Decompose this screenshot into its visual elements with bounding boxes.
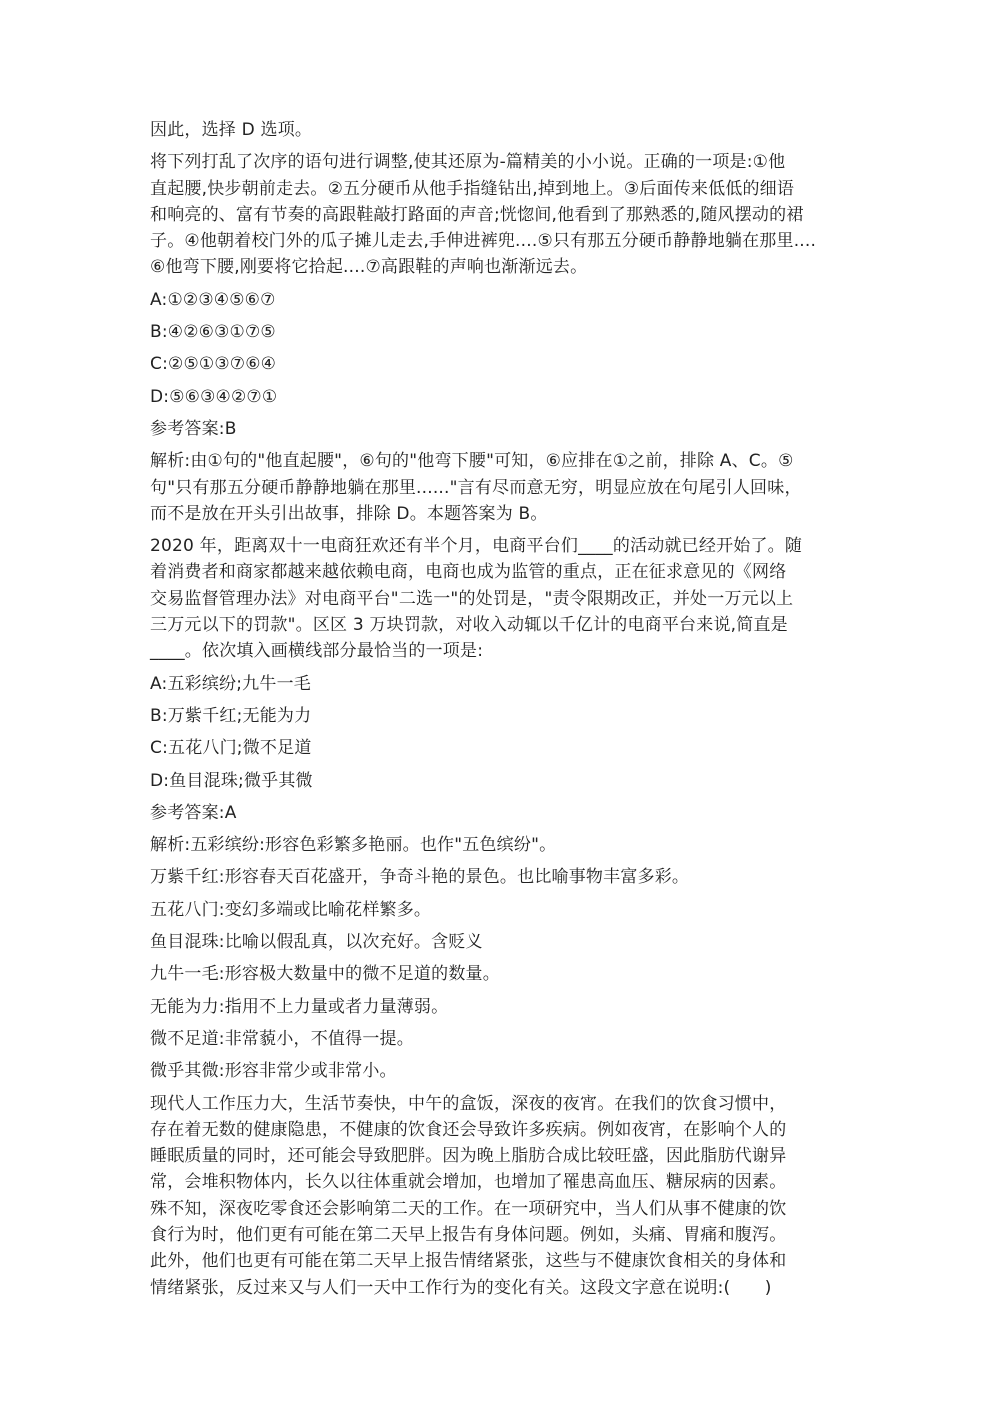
document-page	[150, 117, 855, 1307]
idiom-definition-wuneng: 无能为力:指用不上力量或者力量薄弱。	[150, 996, 449, 1017]
question-1-option-a: A:①②③④⑤⑥⑦	[150, 289, 276, 310]
question-1-option-d: D:⑤⑥③④②⑦①	[150, 386, 278, 407]
question-2-option-b: B:万紫千红;无能为力	[150, 705, 312, 726]
question-2-stem: 2020 年，距离双十一电商狂欢还有半个月，电商平台们____的活动就已经开始了。随 着消费者和商家都越来越依赖电商，电商也成为监管的重点，正在征求意见的《网络 交易监督管理办法》对电商平台"二选一"的处罚是，"责令限期改正，并处一万元以上 三万元以下的罚款"。区区 3 万块罚款，对收入动辄以千亿计的电商平台来说,简直是 ____。依次填入画横线部分最恰当的一项是:	[150, 536, 803, 662]
question-2-option-d: D:鱼目混珠;微乎其微	[150, 770, 313, 791]
question-1-explanation: 解析:由①句的"他直起腰"，⑥句的"他弯下腰"可知，⑥应排在①之前，排除 A、C。⑤ 句"只有那五分硬币静静地躺在那里......"言有尽而意无穷，明显应放在句尾引人回味， 而不是放在开头引出故事，排除 D。本题答案为 B。	[150, 451, 802, 524]
question-2-option-c: C:五花八门;微不足道	[150, 738, 312, 759]
question-2-answer: 参考答案:A	[150, 802, 237, 823]
question-1-option-b: B:④②⑥③①⑦⑤	[150, 322, 276, 343]
question-1-stem: 将下列打乱了次序的语句进行调整,使其还原为-篇精美的小小说。正确的一项是:①他 直起腰,快步朝前走去。②五分硬币从他手指缝钻出,掉到地上。③后面传来低低的细语 和响亮的、富有节奏的高跟鞋敲打路面的声音;恍惚间,他看到了那熟悉的,随风摆动的裙 子。④他朝着校门外的瓜子摊儿走去,手伸进裤兜....⑤只有那五分硬币静静地躺在那里.... ⑥他弯下腰,刚要将它拾起....⑦高跟鞋的声响也渐渐远去。	[150, 152, 817, 278]
question-1-option-c: C:②⑤①③⑦⑥④	[150, 354, 277, 375]
idiom-definition-wanzi: 万紫千红:形容春天百花盛开，争奇斗艳的景色。也比喻事物丰富多彩。	[150, 867, 690, 888]
question-1-answer: 参考答案:B	[150, 418, 237, 439]
question-2-explanation: 解析:五彩缤纷:形容色彩繁多艳丽。也作"五色缤纷"。	[150, 835, 557, 856]
conclusion-line: 因此，选择 D 选项。	[150, 120, 313, 140]
idiom-definition-yumu: 鱼目混珠:比喻以假乱真，以次充好。含贬义	[150, 932, 483, 953]
idiom-definition-weihu: 微乎其微:形容非常少或非常小。	[150, 1061, 397, 1082]
question-3-stem: 现代人工作压力大，生活节奏快，中午的盒饭，深夜的夜宵。在我们的饮食习惯中， 存在着无数的健康隐患，不健康的饮食还会导致许多疾病。例如夜宵，在影响个人的 睡眠质量的同时，还可能会导致肥胖。因为晚上脂肪合成比较旺盛，因此脂肪代谢异 常，会堆积物体内，长久以往体重就会增加，也增加了罹患高血压、糖尿病的因素。 殊不知，深夜吃零食还会影响第二天的工作。在一项研究中，当人们从事不健康的饮 食行为时，他们更有可能在第二天早上报告有身体问题。例如，头痛、胃痛和腹泻。 此外，他们也更有可能在第二天早上报告情绪紧张，这些与不健康饮食相关的身体和 情绪紧张，反过来又与人们一天中工作行为的变化有关。这段文字意在说明:( )	[150, 1093, 787, 1298]
question-2-option-a: A:五彩缤纷;九牛一毛	[150, 673, 311, 694]
idiom-definition-wuhua: 五花八门:变幻多端或比喻花样繁多。	[150, 899, 432, 920]
idiom-definition-jiuniu: 九牛一毛:形容极大数量中的微不足道的数量。	[150, 964, 500, 985]
idiom-definition-weibu: 微不足道:非常藐小，不值得一提。	[150, 1028, 414, 1049]
